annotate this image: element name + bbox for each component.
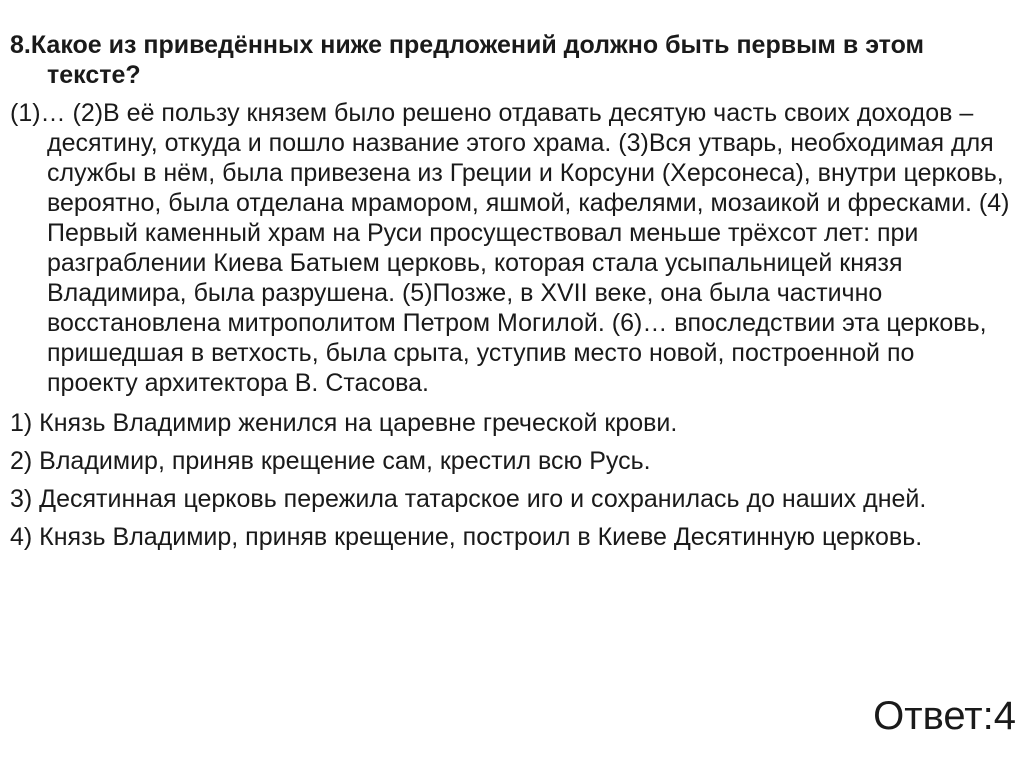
passage-text: (1)… (2)В её пользу князем было решено отдавать десятую часть своих доходов – десятину, откуда и пошло название этого храма. (3)Вся утварь, необходимая для службы в нём, была привезена из Греции и Корсуни (Херсонеса), внутри церковь, вероятно, была отделана мрамором, яшмой, кафелями, мозаикой и фресками. (4) Первый каменный храм на Руси просуществовал меньше трёхсот лет: при разграблении Киева Батыем церковь, которая стала усыпальницей князя Владимира, была разрушена. (5)Позже, в XVII веке, она была частично восстановлена митрополитом Петром Могилой. (6)… впоследствии эта церковь, пришедшая в ветхость, была срыта, уступив место новой, построенной по проекту архитектора В. Стасова.	[10, 99, 1010, 397]
answer-option-4: 4) Князь Владимир, приняв крещение, построил в Киеве Десятинную церковь.	[10, 523, 923, 551]
answer-label: Ответ:4	[873, 694, 1016, 738]
question-heading: 8.Какое из приведённых ниже предложений должно быть первым в этом тексте?	[10, 31, 925, 89]
answer-option-1: 1) Князь Владимир женился на царевне греческой крови.	[10, 409, 678, 437]
answer-option-2: 2) Владимир, приняв крещение сам, крестил всю Русь.	[10, 447, 651, 475]
slide-content	[10, 30, 1010, 552]
answer-option-3: 3) Десятинная церковь пережила татарское иго и сохранилась до наших дней.	[10, 485, 927, 513]
